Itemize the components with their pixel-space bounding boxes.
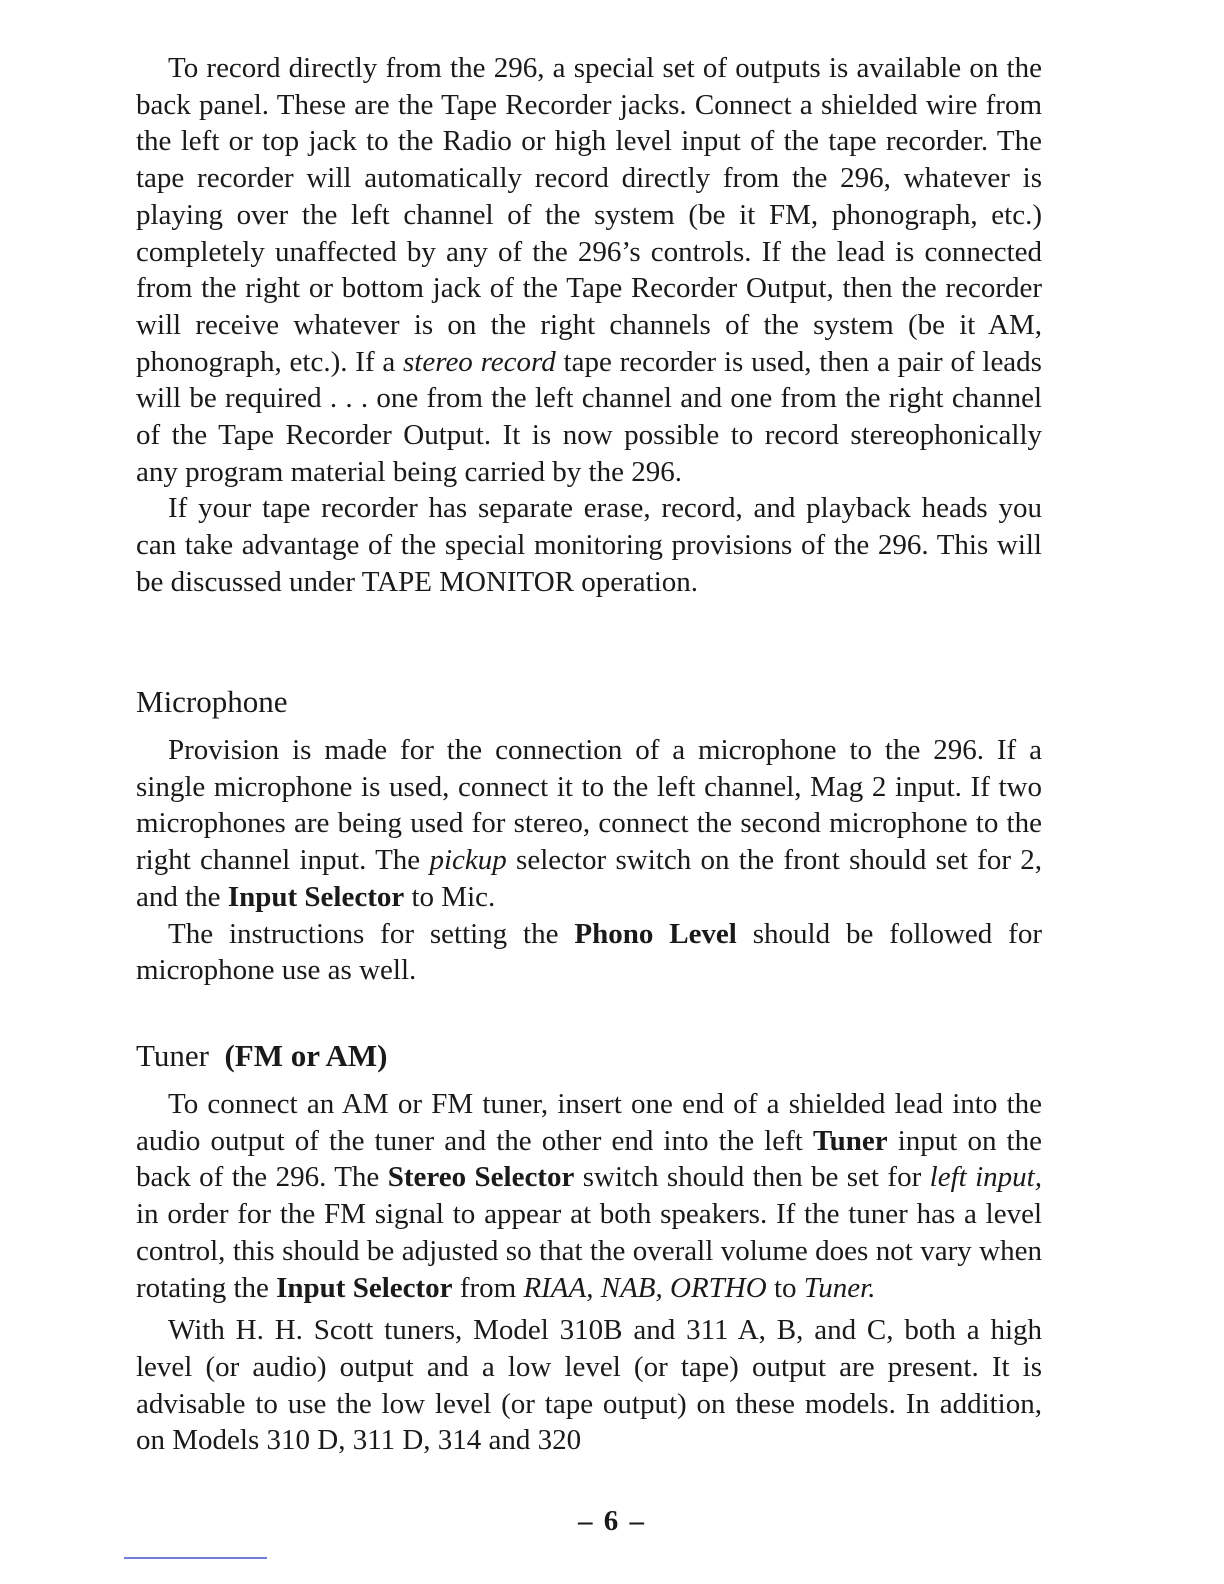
text-run: from [452, 1271, 524, 1304]
text-run-bold: Stereo Selector [387, 1161, 575, 1194]
text-run-bold: Input Selector [227, 880, 405, 913]
text-run: To record directly from the 296, a special set of outputs is available on the back panel. These are the Tape Recorder jacks. Connect a shielded wire from the left or top jack to the Radio or high level input of the tape recorder. The tape recorder will automatically record directly from the 296, whatever is playing over the left channel of the system (be it FM, phonograph, etc.) completely unaffected by any of the 296’s controls. If the lead is connected from the right or bottom jack of the Tape Recorder Output, then the recorder will receive whatever is on the right channels of the system (be it AM, phonograph, etc.). If a [136, 52, 1042, 378]
heading-text-bold: (FM or AM) [224, 1038, 388, 1073]
heading-text: Tuner [136, 1038, 209, 1073]
text-run-italic: Tuner. [803, 1271, 876, 1304]
text-run-italic: RIAA, NAB, ORTHO [523, 1271, 767, 1304]
text-run: To connect an AM or FM tuner, insert one end of a shielded lead into the audio output of the tuner and the other end into the left [136, 1088, 1042, 1157]
text-run-bold: Input Selector [276, 1271, 453, 1304]
text-run: should be followed for microphone use as well. [136, 917, 1042, 987]
text-run: tape recorder is used, then a pair of leads will be required . . . one from the left channel and one from the right channel of the Tape Recorder Output. It is now possible to record stereophonically any program material being carried by the 296. [136, 345, 1042, 488]
text-run-bold: Tuner [812, 1124, 888, 1157]
text-run: in order for the FM signal to appear at both speakers. If the tuner has a level control, this should be adjusted so that the overall volume does not vary when rotating the [136, 1198, 1042, 1304]
tuner-paragraph-2: With H. H. Scott tuners, Model 310B and 311 A, B, and C, both a high level (or audio) output and a low level (or tape) output are present. It is advisable to use the low level (or tape output) on these models. In addition, on Models 310 D, 311 D, 314 and 320 [136, 1314, 1042, 1457]
text-run: Provision is made for the connection of a microphone to the 296. If a single microphone is used, connect it to the left channel, Mag 2 input. If two microphones are being used for stereo, connect the second microphone to the right channel input. The [136, 734, 1042, 877]
intro-paragraph-2: If your tape recorder has separate erase, record, and playback heads you can take advantage of the special monitoring provisions of the 296. This will be discussed under TAPE MONITOR operation. [136, 492, 1042, 598]
microphone-section [136, 684, 1042, 989]
section-heading-microphone: Microphone [136, 684, 288, 719]
page-number: – 6 – [578, 1505, 646, 1537]
text-run-italic: left input, [929, 1161, 1042, 1194]
text-run-italic: stereo record [403, 345, 556, 378]
microphone-paragraph-2 [136, 916, 1042, 989]
microphone-paragraph-1 [136, 732, 1042, 916]
text-run: to Mic. [404, 880, 496, 913]
text-run: The instructions for setting the [168, 917, 575, 950]
tuner-paragraph-1 [136, 1086, 1042, 1306]
tuner-section [136, 1038, 1042, 1459]
text-run-italic: pickup [429, 844, 507, 877]
intro-paragraph-1 [136, 50, 1042, 490]
text-run: to [766, 1271, 804, 1304]
text-run: selector switch on the front should set for 2, and the [136, 844, 1042, 913]
section-heading-tuner [136, 1038, 1042, 1074]
text-run: switch should then be set for [574, 1161, 930, 1194]
intro-section [136, 50, 1042, 601]
text-run: input on the back of the 296. The [136, 1124, 1042, 1194]
text-run-bold: Phono Level [574, 917, 737, 950]
footer-rule [124, 1557, 267, 1559]
